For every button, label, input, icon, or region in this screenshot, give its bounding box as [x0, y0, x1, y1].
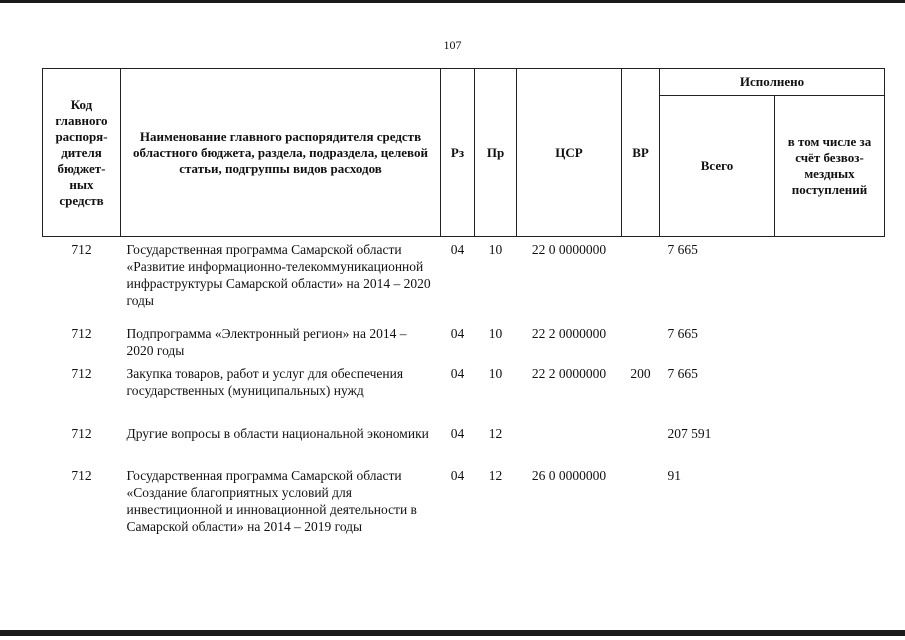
budget-table	[42, 68, 885, 553]
cell-vr	[622, 321, 660, 361]
header-incl-gratuitous: в том числе за счёт безвоз-мездных поступлений	[775, 96, 885, 237]
header-pr: Пр	[475, 69, 517, 237]
cell-vr	[622, 421, 660, 463]
cell-gratuitous	[775, 463, 885, 553]
table-body	[43, 237, 885, 554]
page-number: 107	[443, 38, 462, 52]
header-total: Всего	[660, 96, 775, 237]
cell-code: 712	[71, 426, 92, 441]
header-csr: ЦСР	[517, 69, 622, 237]
cell-rz: 04	[450, 426, 465, 441]
cell-rz: 04	[450, 326, 465, 341]
header-executed: Исполнено	[660, 69, 885, 96]
cell-pr: 10	[488, 326, 503, 341]
cell-total: 91	[667, 468, 681, 483]
cell-code: 712	[71, 468, 92, 483]
cell-pr: 10	[488, 366, 503, 381]
table-row	[43, 237, 885, 322]
cell-rz: 04	[450, 366, 465, 381]
cell-name: Подпрограмма «Электронный регион» на 2014 – 2020 годы	[126, 326, 407, 358]
header-name: Наименование главного распорядителя средств областного бюджета, раздела, подраздела, целевой статьи, подгруппы видов расходов	[121, 69, 441, 237]
table-row	[43, 463, 885, 553]
cell-name: Другие вопросы в области национальной экономики	[126, 426, 429, 441]
cell-pr: 12	[488, 468, 503, 483]
cell-total: 7 665	[667, 366, 698, 381]
cell-name: Государственная программа Самарской области «Создание благоприятных условий для инвестиционной и инновационной деятельности в Самарской области» на 2014 – 2019 годы	[126, 468, 417, 534]
cell-code: 712	[71, 366, 92, 381]
table-header	[43, 69, 885, 237]
cell-rz: 04	[450, 468, 465, 483]
cell-total: 7 665	[667, 242, 698, 257]
cell-vr: 200	[630, 366, 651, 381]
table-row	[43, 361, 885, 421]
cell-gratuitous	[775, 321, 885, 361]
cell-rz: 04	[450, 242, 465, 257]
cell-code: 712	[71, 326, 92, 341]
cell-csr: 26 0 0000000	[531, 468, 607, 483]
cell-code: 712	[71, 242, 92, 257]
header-code: Код главного распоря-дителя бюджет-ных средств	[43, 69, 121, 237]
cell-csr: 22 0 0000000	[531, 242, 607, 257]
cell-gratuitous	[775, 237, 885, 322]
table-row	[43, 321, 885, 361]
cell-vr	[622, 463, 660, 553]
top-border	[0, 0, 905, 3]
cell-name: Государственная программа Самарской области «Развитие информационно-телекоммуникационной инфраструктуры Самарской области» на 2014 – 2020 годы	[126, 242, 431, 308]
cell-total: 207 591	[667, 426, 712, 441]
cell-csr	[517, 421, 622, 463]
cell-csr: 22 2 0000000	[531, 366, 607, 381]
cell-gratuitous	[775, 361, 885, 421]
cell-gratuitous	[775, 421, 885, 463]
cell-vr	[622, 237, 660, 322]
cell-csr: 22 2 0000000	[531, 326, 607, 341]
header-vr: ВР	[622, 69, 660, 237]
bottom-border	[0, 630, 905, 636]
table-row	[43, 421, 885, 463]
cell-total: 7 665	[667, 326, 698, 341]
cell-pr: 12	[488, 426, 503, 441]
header-rz: Рз	[441, 69, 475, 237]
cell-name: Закупка товаров, работ и услуг для обеспечения государственных (муниципальных) нужд	[126, 366, 404, 398]
cell-pr: 10	[488, 242, 503, 257]
